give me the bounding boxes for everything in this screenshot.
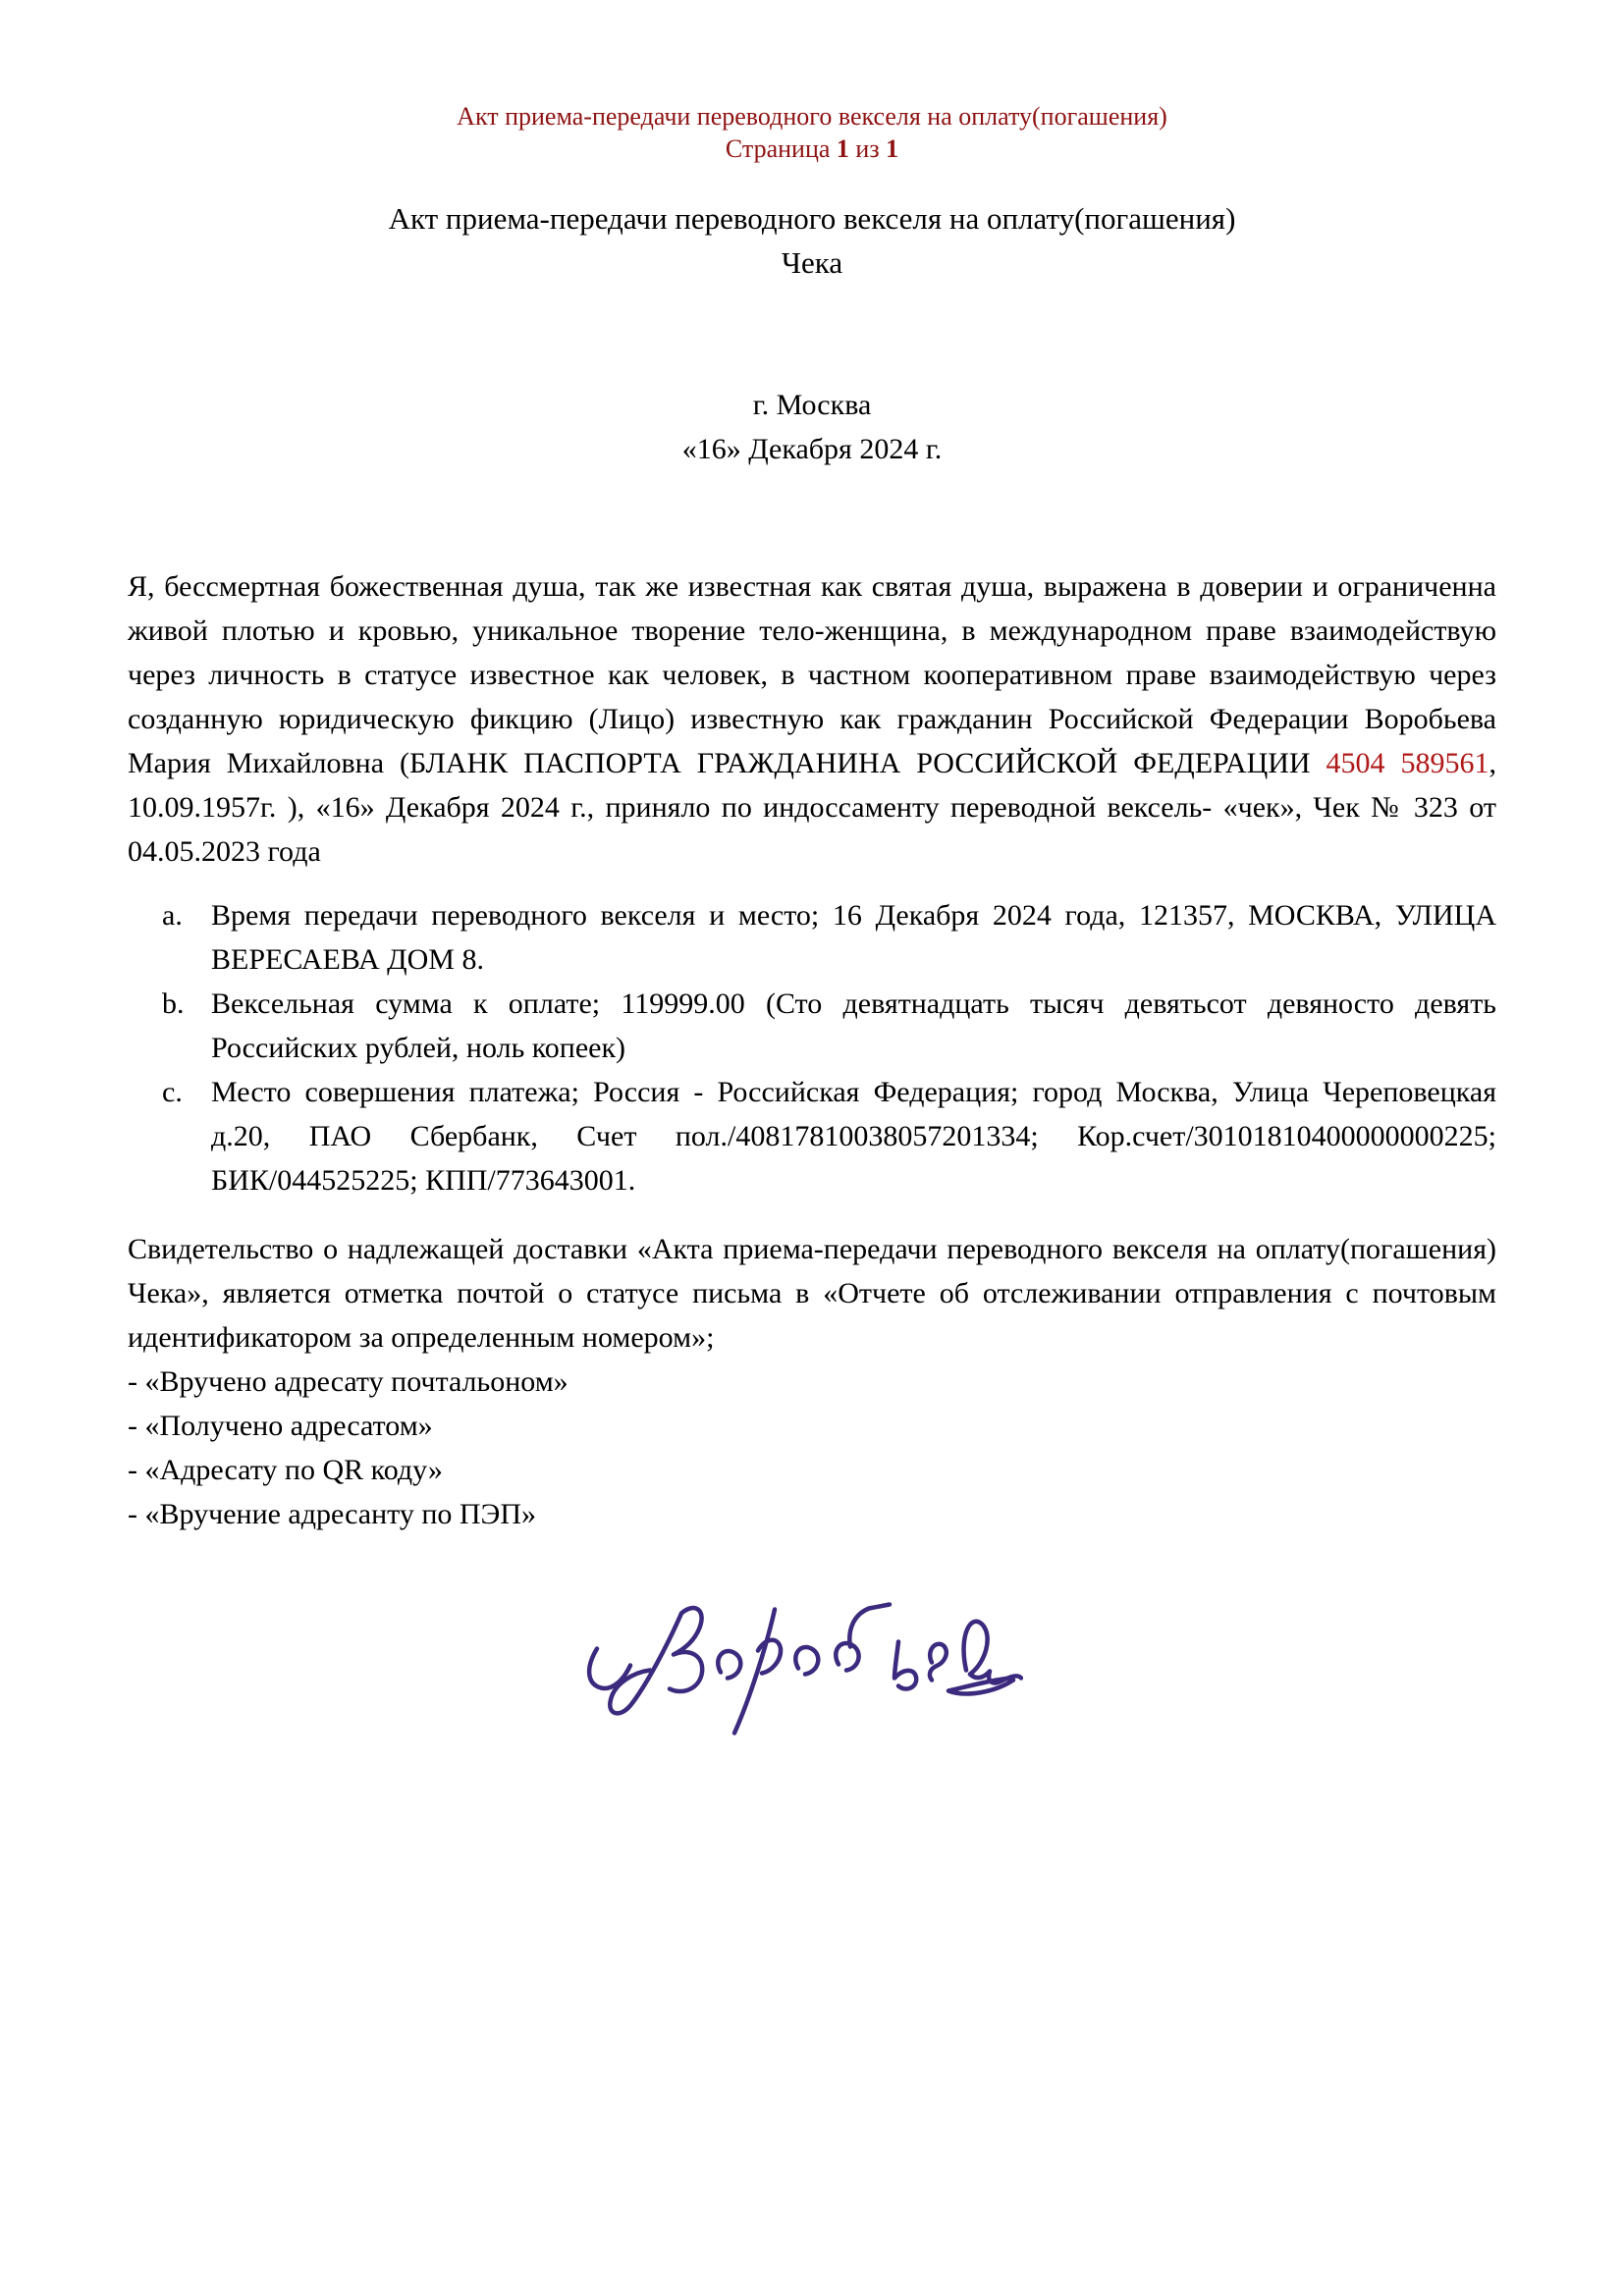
delivery-intro: Свидетельство о надлежащей доставки «Акта приема-передачи переводного векселя на оплату(погашения) Чека», является отметка почтой о статусе письма в «Отчете об отслеживании отправления с почтовым идентификатором за определенным номером»; [128,1233,1496,1354]
delivery-status-item: - «Вручено адресату почтальоном» [128,1365,568,1398]
list-text-b: Вексельная сумма к оплате; 119999.00 (Сто девятнадцать тысяч девятьсот девяносто девять Российских рублей, ноль копеек) [211,988,1496,1064]
signature-ink-icon [581,1583,1023,1745]
list-marker-c: c. [162,1076,183,1108]
list-text-a: Время передачи переводного векселя и место; 16 Декабря 2024 года, 121357, МОСКВА, УЛИЦА ВЕРЕСАЕВА ДОМ 8. [211,899,1496,976]
running-header-title: Акт приема-передачи переводного векселя на оплату(погашения) [457,102,1167,131]
delivery-status-item: - «Адресату по QR коду» [128,1454,443,1486]
list-item-b [162,982,1496,1070]
delivery-status-item: - «Получено адресатом» [128,1410,433,1442]
document-title [0,196,1624,285]
handwritten-signature [581,1583,1023,1745]
delivery-evidence-block [128,1227,1496,1536]
declaration-text-part1: Я, бессмертная божественная душа, так же известная как святая душа, выражена в доверии и ограниченна живой плотью и кровью, уникальное творение тело-женщина, в международном праве взаимодействую через личность в статусе известное как человек, в частном кооперативном праве взаимодействую через созданную юридическую фикцию (Лицо) известную как гражданин Российской Федерации Воробьева Мария Михайловна (БЛАНК ПАСПОРТА ГРАЖДАНИНА РОССИЙСКОЙ ФЕДЕРАЦИИ [128,570,1496,779]
list-marker-b: b. [162,988,185,1020]
document-title-line2: Чека [781,245,843,280]
list-item-a [162,893,1496,982]
of-word: из [848,134,887,163]
running-header [0,100,1624,165]
passport-number: 4504 589561 [1326,747,1489,779]
document-date: «16» Декабря 2024 г. [681,433,943,465]
delivery-status-item: - «Вручение адресанту по ПЭП» [128,1498,537,1530]
page-total: 1 [886,134,899,163]
declaration-paragraph [128,564,1496,874]
place-date-block [0,383,1624,471]
list-text-c: Место совершения платежа; Россия - Российская Федерация; город Москва, Улица Череповецкая д.20, ПАО Сбербанк, Счет пол./40817810038057201334; Кор.счет/30101810400000000225; БИК/044525225; КПП/773643001. [211,1076,1496,1197]
list-item-c [162,1070,1496,1202]
page-word: Страница [725,134,837,163]
page-number: 1 [836,134,849,163]
running-header-page-line [0,133,1624,165]
document-title-line1: Акт приема-передачи переводного векселя на оплату(погашения) [388,201,1236,236]
terms-list [162,893,1496,1202]
list-marker-a: a. [162,899,183,932]
declaration-text-part2: , 10.09.1957г. ), «16» Декабря 2024 г., приняло по индоссаменту переводной вексель- «чек», Чек № 323 от 04.05.2023 года [128,747,1496,868]
place-city: г. Москва [752,389,872,421]
